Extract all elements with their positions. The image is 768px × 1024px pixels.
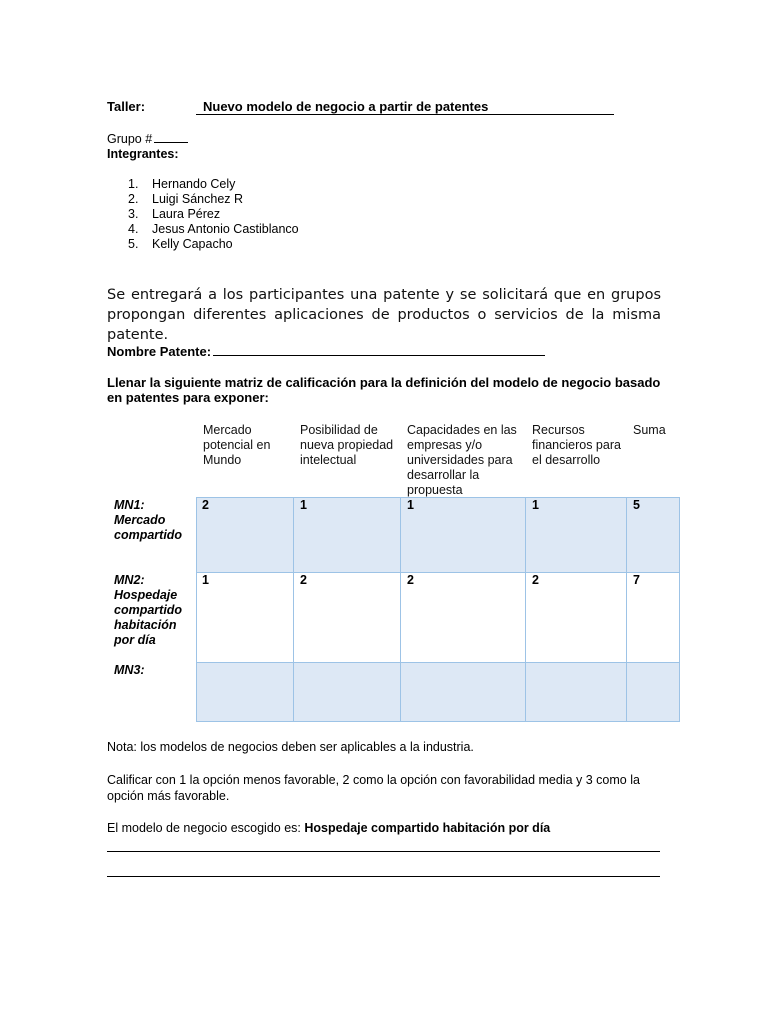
member-number: 5. [128, 237, 139, 251]
member-number: 4. [128, 222, 139, 236]
taller-label: Taller: [107, 99, 146, 114]
escogido-line [107, 821, 550, 835]
grupo-line [107, 131, 188, 146]
integrantes-label: Integrantes: [107, 147, 179, 161]
answer-line [107, 876, 660, 877]
instructions-paragraph: Se entregará a los participantes una patente y se solicitará que en grupos propongan diferentes aplicaciones de productos o servicios de la misma patente. [107, 287, 661, 343]
member-name: Hernando Cely [152, 177, 236, 191]
cell-value: 1 [202, 573, 209, 587]
grupo-blank [154, 131, 188, 143]
row-header: MN3: [114, 663, 145, 677]
cell-value: 1 [300, 498, 307, 512]
calificar-text: Calificar con 1 la opción menos favorable, 2 como la opción con favorabilidad media y 3 como la opción más favorable. [107, 773, 640, 803]
table-cell [400, 497, 526, 573]
cell-value: 2 [532, 573, 539, 587]
grupo-label: Grupo # [107, 132, 153, 146]
list-item [128, 177, 299, 192]
table-cell [196, 572, 294, 663]
members-list [128, 177, 299, 252]
nota-text: Nota: los modelos de negocios deben ser aplicables a la industria. [107, 740, 474, 754]
column-header: Recursos financieros para el desarrollo [532, 423, 621, 467]
answer-line [107, 851, 660, 852]
table-cell [196, 662, 294, 722]
row-header: MN1: Mercado compartido [114, 498, 183, 542]
patente-blank [213, 342, 545, 356]
rating-matrix [196, 497, 680, 722]
table-cell [293, 572, 401, 663]
member-name: Laura Pérez [152, 207, 221, 221]
member-number: 1. [128, 177, 139, 191]
table-cell [626, 662, 680, 722]
row-header: MN2: Hospedaje compartido habitación por día [114, 573, 183, 647]
matrix-instruction: Llenar la siguiente matriz de calificación para la definición del modelo de negocio basado en patentes para exponer: [107, 375, 661, 405]
table-cell [525, 497, 627, 573]
member-number: 3. [128, 207, 139, 221]
column-header: Suma [633, 423, 666, 437]
cell-value: 1 [532, 498, 539, 512]
member-number: 2. [128, 192, 139, 206]
table-cell [400, 572, 526, 663]
member-name: Kelly Capacho [152, 237, 233, 251]
taller-title [196, 99, 614, 115]
cell-value: 5 [633, 498, 640, 512]
column-header: Mercado potencial en Mundo [203, 423, 271, 467]
list-item [128, 192, 299, 207]
list-item [128, 207, 299, 222]
cell-value: 1 [407, 498, 414, 512]
list-item [128, 237, 299, 252]
list-item [128, 222, 299, 237]
cell-value: 2 [407, 573, 414, 587]
cell-value: 7 [633, 573, 640, 587]
table-cell [196, 497, 294, 573]
member-name: Luigi Sánchez R [152, 192, 244, 206]
column-header: Posibilidad de nueva propiedad intelectual [300, 423, 394, 467]
member-name: Jesus Antonio Castiblanco [152, 222, 299, 236]
table-cell [293, 662, 401, 722]
table-cell [400, 662, 526, 722]
column-header: Capacidades en las empresas y/o universidades para desarrollar la propuesta [407, 423, 517, 497]
table-cell [525, 662, 627, 722]
taller-title-text: Nuevo modelo de negocio a partir de patentes [203, 99, 489, 114]
patente-line [107, 342, 545, 359]
table-cell [525, 572, 627, 663]
cell-value: 2 [202, 498, 209, 512]
table-cell [293, 497, 401, 573]
escogido-value: Hospedaje compartido habitación por día [304, 821, 551, 835]
patente-label: Nombre Patente: [107, 344, 212, 359]
cell-value: 2 [300, 573, 307, 587]
escogido-label: El modelo de negocio escogido es: [107, 821, 301, 835]
